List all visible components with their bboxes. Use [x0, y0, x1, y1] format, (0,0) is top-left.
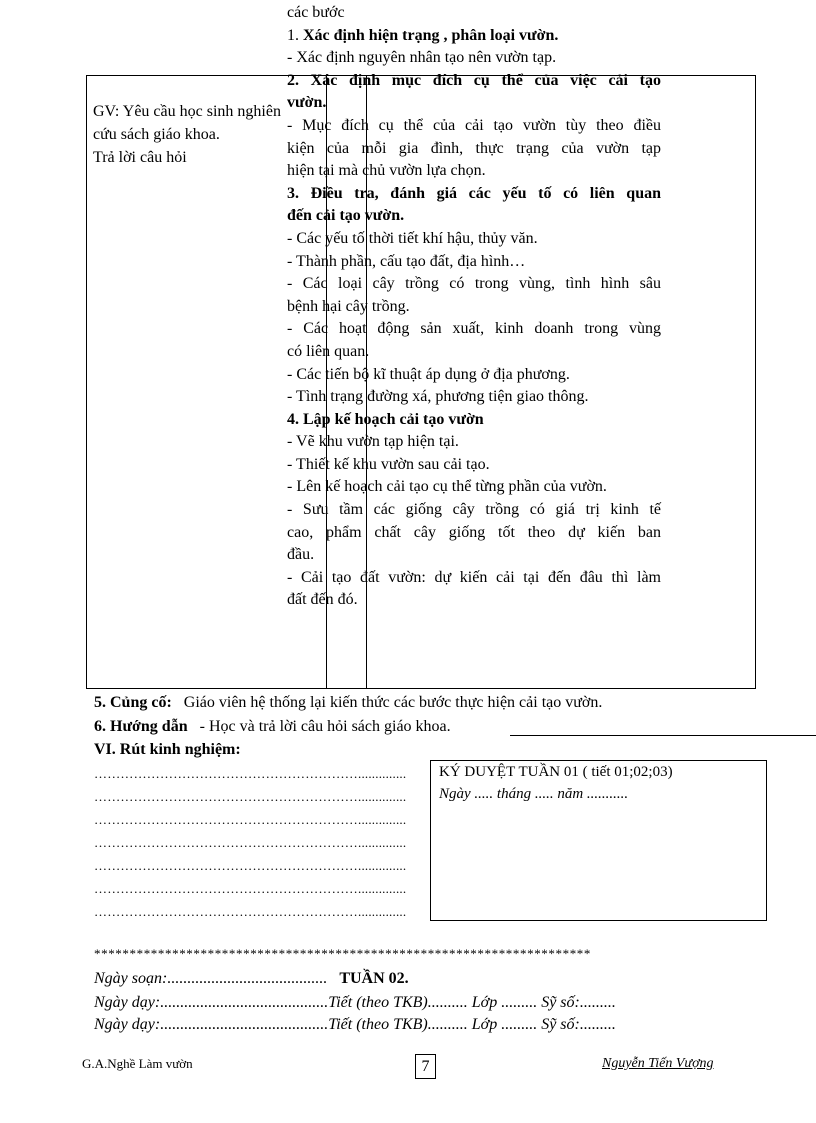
review-box [430, 760, 767, 921]
week-label: TUẦN 02. [339, 970, 409, 987]
schedule-row [94, 994, 616, 1012]
star-separator: ********************************************************************** [94, 946, 591, 961]
content-column [287, 2, 661, 612]
content-line: 4. Lập kế hoạch cải tạo vườn [287, 410, 484, 428]
content-line: đến cải tạo vườn. [287, 207, 405, 225]
content-line: - Thành phần, cấu tạo đất, địa hình… [287, 252, 526, 270]
review-title: KÝ DUYỆT TUẦN 01 ( tiết 01;02;03) [439, 764, 673, 780]
heading-text: Xác định hiện trạng , phân loại vườn. [303, 26, 559, 44]
teacher-instructions [93, 100, 281, 169]
page-number: 7 [415, 1054, 436, 1079]
content-line: - Cải tạo đất vườn: dự kiến cải tại đến đâu thì làm [287, 568, 661, 586]
tiet-field: Tiết (theo TKB).......... Lớp ......... Sỹ số:......... [328, 1016, 616, 1033]
dotted-line: …………………………………………………….............. [94, 812, 407, 827]
content-line: có liên quan. [287, 342, 370, 360]
content-line: cao, phẩm chất cây giống tốt theo dự kiến ban [287, 523, 661, 541]
teacher-line: cứu sách giáo khoa. [93, 126, 220, 143]
day-field: Ngày dạy:.......................................... [94, 1016, 329, 1033]
content-line: - Mục đích cụ thể của cải tạo vườn tùy theo điều [287, 116, 661, 134]
section-vi-label: VI. Rút kinh nghiệm: [94, 741, 241, 758]
content-line: - Lên kế hoạch cải tạo cụ thể từng phần của vườn. [287, 478, 607, 496]
content-line: vườn. [287, 94, 327, 112]
dotted-line: …………………………………………………….............. [94, 766, 407, 781]
section-5-label: 5. Củng cố: [94, 694, 172, 711]
schedule-soan [94, 970, 409, 988]
soan-label: Ngày soạn:........................................ [94, 970, 328, 987]
content-line: bệnh hại cây trồng. [287, 297, 410, 315]
content-line: các bước [287, 4, 345, 21]
schedule-row [94, 1016, 616, 1034]
content-line: đất đến đó. [287, 591, 358, 609]
section-5-text: Giáo viên hệ thống lại kiến thức các bước thực hiện cải tạo vườn. [183, 694, 603, 711]
dotted-line: …………………………………………………….............. [94, 835, 407, 850]
content-line: - Sưu tầm các giống cây trồng có giá trị kinh tế [287, 501, 661, 519]
dotted-line: …………………………………………………….............. [94, 904, 407, 919]
underline-rule [510, 735, 816, 736]
tiet-field: Tiết (theo TKB).......... Lớp ......... Sỹ số:......... [328, 994, 616, 1011]
content-line: - Các tiến bộ kĩ thuật áp dụng ở địa phương. [287, 365, 570, 383]
content-line: đầu. [287, 546, 315, 564]
day-field: Ngày dạy:.......................................... [94, 994, 329, 1011]
review-date: Ngày ..... tháng ..... năm ........... [439, 786, 629, 802]
footer-author: Nguyễn Tiến Vượng [602, 1056, 714, 1071]
content-line: - Các loại cây trồng có trong vùng, tình hình sâu [287, 275, 661, 293]
content-line: - Thiết kế khu vườn sau cải tạo. [287, 455, 490, 473]
content-line: 2. Xác định mục đích cụ thể của việc cải tạo [287, 71, 661, 89]
footer-left: G.A.Nghề Làm vườn [82, 1056, 193, 1071]
content-line: - Tình trạng đường xá, phương tiện giao thông. [287, 388, 589, 406]
section-6-label: 6. Hướng dẫn [94, 718, 188, 735]
content-line: - Các hoạt động sản xuất, kinh doanh trong vùng [287, 320, 661, 338]
dotted-line: …………………………………………………….............. [94, 789, 407, 804]
section-5 [94, 694, 602, 712]
content-line: kiện của mỗi gia đình, thực trạng của vườn tạp [287, 139, 661, 157]
heading-number: 1. [287, 26, 303, 44]
dotted-line: …………………………………………………….............. [94, 881, 407, 896]
section-6 [94, 718, 451, 736]
content-line: - Xác định nguyên nhân tạo nên vườn tạp. [287, 49, 557, 67]
content-line [287, 25, 661, 48]
content-line: hiện tại mà chủ vườn lựa chọn. [287, 162, 486, 180]
dotted-line: …………………………………………………….............. [94, 858, 407, 873]
content-line: - Vẽ khu vườn tạp hiện tại. [287, 433, 459, 451]
teacher-line: Trả lời câu hỏi [93, 149, 187, 166]
content-line: - Các yếu tố thời tiết khí hậu, thủy văn. [287, 229, 538, 247]
teacher-line: GV: Yêu cầu học sinh nghiên [93, 103, 281, 120]
content-line: 3. Điều tra, đánh giá các yếu tố có liên quan [287, 184, 661, 202]
section-6-text: - Học và trả lời câu hỏi sách giáo khoa. [199, 718, 451, 735]
